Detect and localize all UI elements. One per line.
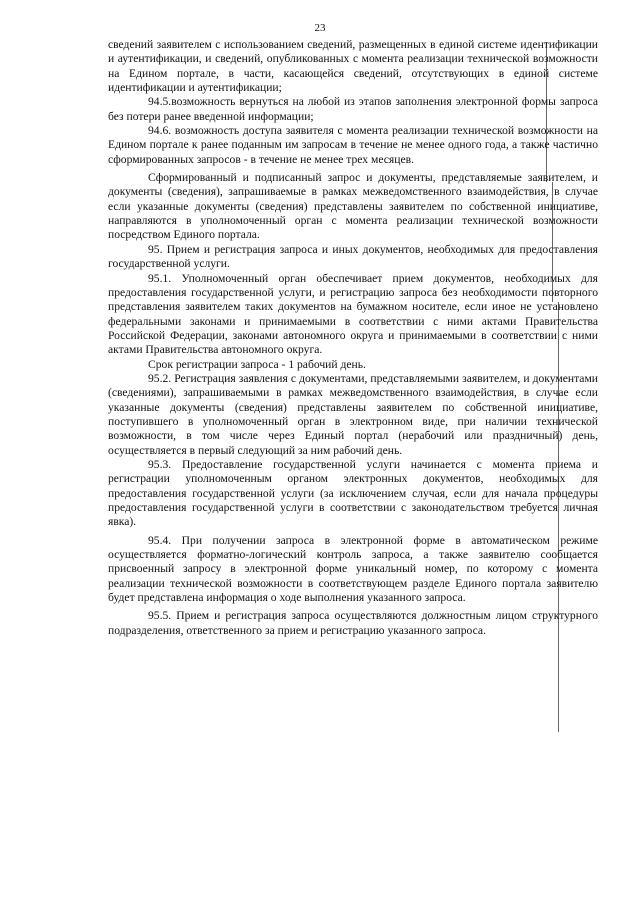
paragraph-95: 95. Прием и регистрация запроса и иных документов, необходимых для предоставления государственной услуги. — [108, 242, 598, 271]
paragraph-95-4: 95.4. При получении запроса в электронной форме в автоматическом режиме осуществляется форматно-логический контроль запроса, а также заявителю сообщается присвоенный запросу в электронной форме уникальный номер, по которому с момента реализации технической возможности в соответствующем разделе Единого портала заявителю будет представлена информация о ходе выполнения указанного запроса. — [108, 533, 598, 605]
paragraph-formed-request: Сформированный и подписанный запрос и документы, представляемые заявителем, и документы (сведения), запрашиваемые в рамках межведомственного взаимодействия, в случае если указанные документы (сведения) представлены заявителем по собственной инициативе, направляются в уполномоченный орган с момента реализации технической возможности посредством Единого портала. — [108, 171, 598, 242]
paragraph-94-5: 94.5.возможность вернуться на любой из этапов заполнения электронной формы запроса без потери ранее введенной информации; — [108, 95, 598, 123]
paragraph-95-1: 95.1. Уполномоченный орган обеспечивает прием документов, необходимых для предоставления государственной услуги, и регистрацию запроса без необходимости повторного представления заявителем таких документов на бумажном носителе, если иное не установлено федеральными законами и принимаемыми в соответствии с ними актами Правительства Российской Федерации, законами автономного округа и принимаемыми в соответствии с ними актами Правительства автономного округа. — [108, 271, 598, 357]
paragraph-95-5: 95.5. Прием и регистрация запроса осуществляются должностным лицом структурного подразделения, ответственного за прием и регистрацию указанного запроса. — [108, 609, 598, 637]
document-body — [108, 38, 598, 638]
paragraph-continuation: сведений заявителем с использованием сведений, размещенных в единой системе идентификации и аутентификации, и сведений, опубликованных с момента реализации технической возможности на Едином портале, в части, касающейся сведений, отсутствующих в единой системе идентификации и аутентификации; — [108, 38, 598, 95]
paragraph-95-3: 95.3. Предоставление государственной услуги начинается с момента приема и регистрации уполномоченным органом электронных документов, необходимых для предоставления государственной услуги (за исключением случая, если для начала процедуры предоставления государственной услуги в соответствии с законодательством требуется личная явка). — [108, 457, 598, 529]
paragraph-95-2: 95.2. Регистрация заявления с документами, представляемыми заявителем, и документами (сведениями), запрашиваемыми в рамках межведомственного взаимодействия, в случае если указанные документы (сведения) представлены заявителем по собственной инициативе, поступившего в уполномоченный орган в электронном виде, при наличии технической возможности, в том числе через Единый портал (нерабочий или праздничный) день, осуществляется в первый следующий за ним рабочий день. — [108, 371, 598, 457]
paragraph-94-6: 94.6. возможность доступа заявителя с момента реализации технической возможности на Едином портале к ранее поданным им запросам в течение не менее одного года, а также частично сформированных запросов - в течение не менее трех месяцев. — [108, 124, 598, 166]
paragraph-registration-term: Срок регистрации запроса - 1 рабочий день. — [148, 357, 366, 371]
page-number: 23 — [314, 22, 326, 34]
